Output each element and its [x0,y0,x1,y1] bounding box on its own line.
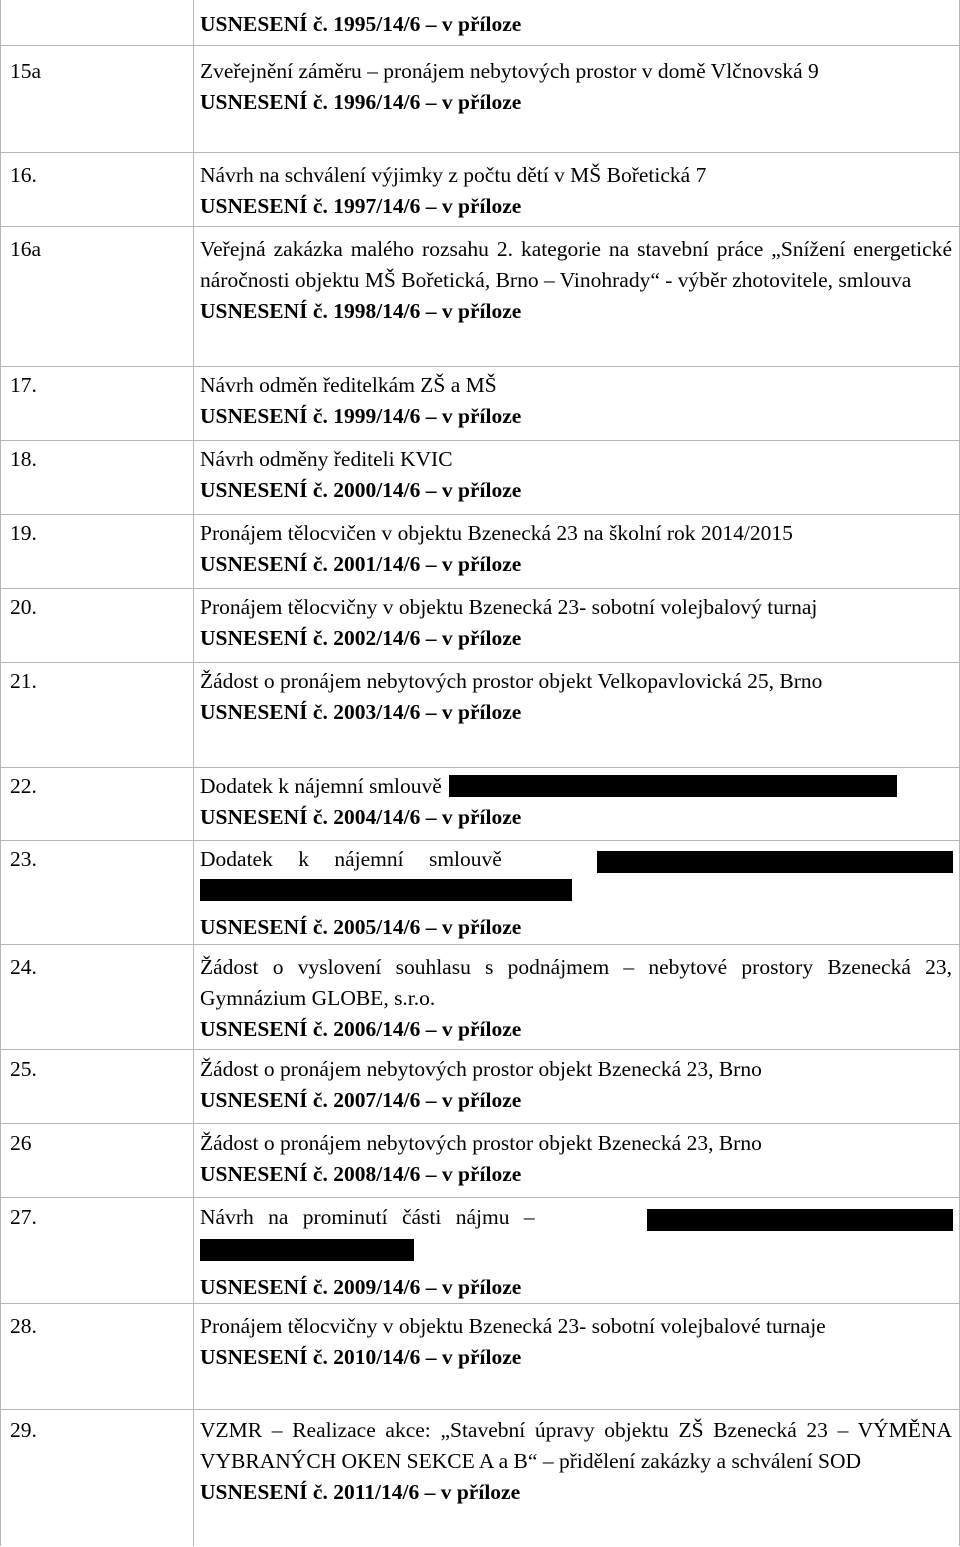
table-row [0,1303,960,1410]
redaction-block [200,879,572,901]
redaction-block [597,851,953,873]
item-title: Pronájem tělocvičen v objektu Bzenecká 23 na školní rok 2014/2015 [200,521,793,545]
item-number: 20. [10,595,37,619]
resolution-text: USNESENÍ č. 2010/14/6 – v příloze [200,1345,522,1369]
resolution-text: USNESENÍ č. 2002/14/6 – v příloze [200,626,522,650]
resolution-text: USNESENÍ č. 1995/14/6 – v příloze [200,12,522,36]
item-number: 29. [10,1418,37,1442]
item-title: Veřejná zakázka malého rozsahu 2. kategorie na stavební práce „Snížení energetické náročnosti objektu MŠ Bořetická, Brno – Vinohrady“ - výběr zhotovitele, smlouva [200,237,952,292]
item-title: Dodatek k nájemní smlouvě [200,774,442,798]
table-row [0,366,960,441]
item-title: Žádost o pronájem nebytových prostor objekt Bzenecká 23, Brno [200,1131,762,1155]
item-title: VZMR – Realizace akce: „Stavební úpravy objektu ZŠ Bzenecká 23 – VÝMĚNA VYBRANÝCH OKEN SEKCE A a B“ – přidělení zakázky a schválení SOD [200,1418,952,1473]
item-title: Návrh odměny řediteli KVIC [200,447,453,471]
resolution-text: USNESENÍ č. 1999/14/6 – v příloze [200,404,522,428]
item-number: 26 [10,1131,32,1155]
resolution-text: USNESENÍ č. 2007/14/6 – v příloze [200,1088,522,1112]
table-row [0,440,960,515]
item-number: 17. [10,373,37,397]
table-row [0,1197,960,1304]
table-row [0,662,960,768]
item-title: Pronájem tělocvičny v objektu Bzenecká 23- sobotní volejbalový turnaj [200,595,818,619]
item-number: 23. [10,847,37,871]
resolution-text: USNESENÍ č. 2011/14/6 – v příloze [200,1480,521,1504]
item-title: Návrh odměn ředitelkám ZŠ a MŠ [200,373,497,397]
item-title: Pronájem tělocvičny v objektu Bzenecká 23- sobotní volejbalové turnaje [200,1314,826,1338]
item-title: Žádost o pronájem nebytových prostor objekt Bzenecká 23, Brno [200,1057,762,1081]
table-row [0,588,960,663]
item-number: 18. [10,447,37,471]
item-title: Žádost o vyslovení souhlasu s podnájmem – nebytové prostory Bzenecká 23, Gymnázium GLOBE, s.r.o. [200,955,952,1010]
resolution-text: USNESENÍ č. 2003/14/6 – v příloze [200,700,522,724]
redaction-block [449,775,897,797]
table-row [0,767,960,841]
item-number: 21. [10,669,37,693]
table-row [0,45,960,153]
resolution-text: USNESENÍ č. 2005/14/6 – v příloze [200,915,522,939]
resolution-text: USNESENÍ č. 2006/14/6 – v příloze [200,1017,522,1041]
item-number: 25. [10,1057,37,1081]
item-title: Návrh na prominutí části nájmu – [200,1205,535,1229]
item-number: 24. [10,955,37,979]
resolution-text: USNESENÍ č. 2008/14/6 – v příloze [200,1162,522,1186]
item-title: Návrh na schválení výjimky z počtu dětí v MŠ Bořetická 7 [200,163,707,187]
table-row [0,514,960,589]
resolution-text: USNESENÍ č. 2001/14/6 – v příloze [200,552,522,576]
table-row [0,840,960,945]
table-row [0,1123,960,1198]
table-row [0,1409,960,1547]
item-title: Žádost o pronájem nebytových prostor objekt Velkopavlovická 25, Brno [200,669,823,693]
resolution-text: USNESENÍ č. 1996/14/6 – v příloze [200,90,522,114]
item-number: 28. [10,1314,37,1338]
resolution-text: USNESENÍ č. 2000/14/6 – v příloze [200,478,522,502]
table-row [0,152,960,227]
table-row [0,0,960,45]
item-number: 16a [10,237,42,261]
resolution-text: USNESENÍ č. 1997/14/6 – v příloze [200,194,522,218]
redaction-block [200,1239,414,1261]
item-number: 19. [10,521,37,545]
item-number: 27. [10,1205,37,1229]
item-number: 22. [10,774,37,798]
item-title: Dodatek k nájemní smlouvě [200,847,502,871]
item-number: 15a [10,59,42,83]
redaction-block [647,1209,953,1231]
table-row [0,226,960,367]
table-row [0,1049,960,1124]
resolution-text: USNESENÍ č. 2004/14/6 – v příloze [200,805,522,829]
resolution-text: USNESENÍ č. 1998/14/6 – v příloze [200,299,522,323]
item-title: Zveřejnění záměru – pronájem nebytových prostor v domě Vlčnovská 9 [200,59,819,83]
item-number: 16. [10,163,37,187]
table-row [0,944,960,1050]
resolution-text: USNESENÍ č. 2009/14/6 – v příloze [200,1275,522,1299]
